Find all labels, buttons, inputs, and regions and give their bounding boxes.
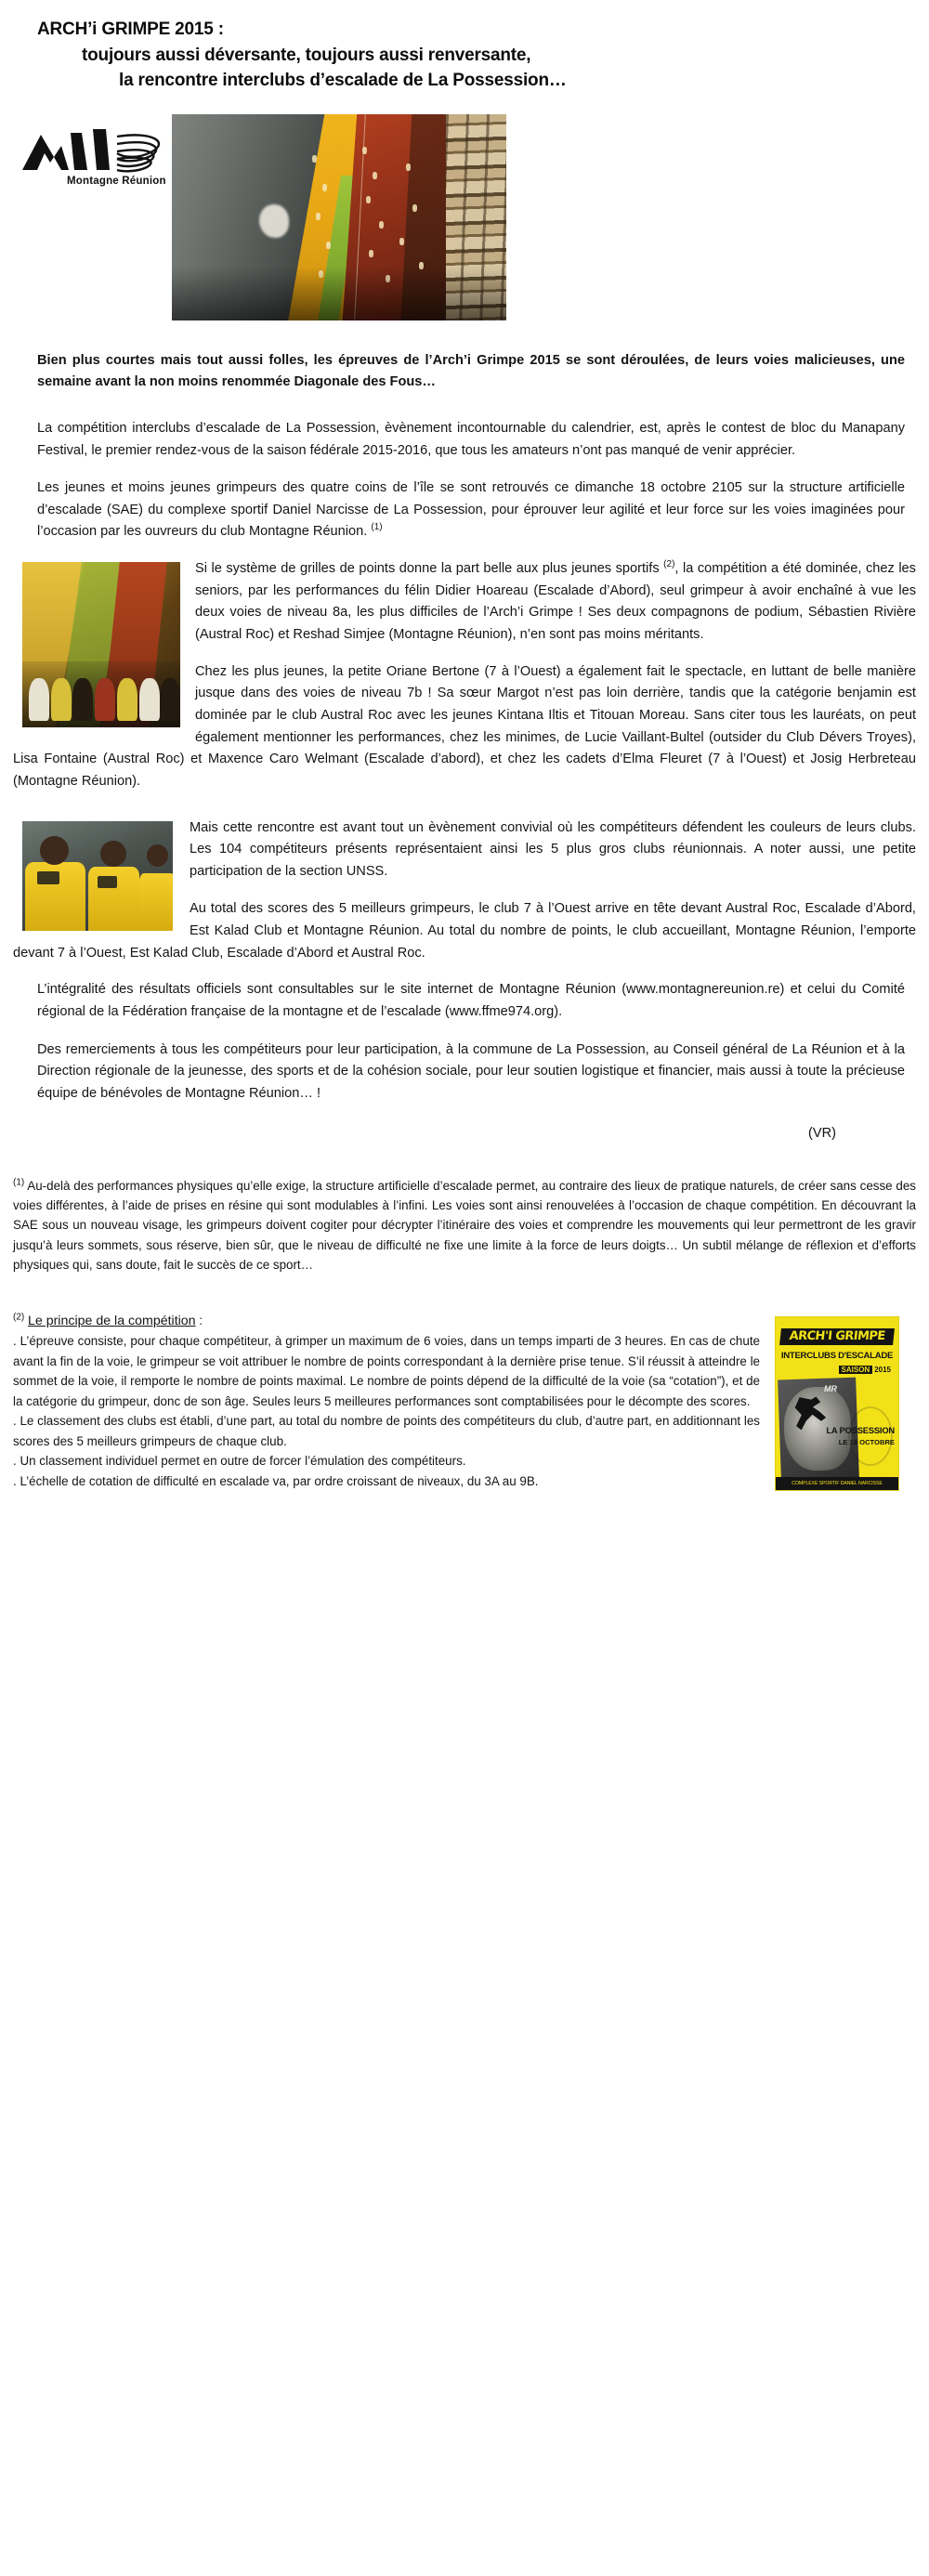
footnote-2 (13, 1311, 916, 1497)
poster-season (839, 1366, 891, 1374)
paragraph-3-text-a: Si le système de grilles de points donne la part belle aux plus jeunes sportifs (195, 561, 660, 577)
title-line-3: la rencontre interclubs d’escalade de La Possession… (119, 71, 567, 91)
archi-grimpe-poster (775, 1316, 899, 1491)
footnote-1-text: Au-delà des performances physiques qu’elle exige, la structure artificielle d’escalade permet, au contraire des lieux de pratique naturels, de créer sans cesse des voies différentes, à l’aide de prises en résine qui sont modulables à l’infini. Les voies sont ainsi renouvelées à l’occasion de chaque compétition. En découvrant la SAE sous un nouveau visage, les grimpeurs doivent cogiter pour décrypter l’itinéraire des voies et comprendre les mouvements qui leur permettront de les gravir jusqu’à leurs sommets, sous réserve, bien sûr, que le niveau de difficulté ne fixe une limite à la force de leurs doigts… Un subtil mélange de réflexion et d’efforts physiques qui, sans doute, fait le succès de ce sport… (13, 1178, 916, 1273)
footnote-2-item-1: . L’épreuve consiste, pour chaque compétiteur, à grimper un maximum de 6 voies, dans un temps imparti de 3 heures. En cas de chute avant la fin de la voie, le grimpeur se voit attribuer le nombre de points correspondant à la dernière prise tenue. S’il réussit à atteindre le sommet de la voie, il remporte le nombre de points maximal. Le nombre de points dépend de la difficulté de la voie (sa “cotation”), et de la catégorie du grimpeur, donc de son âge. Seules leurs 5 meilleures performances sont comptabilisées pour le décompte des scores. (13, 1334, 760, 1408)
footnote-ref-2: (2) (663, 559, 675, 570)
poster-swirl-decoration (848, 1406, 893, 1466)
footnote-2-heading-colon: : (195, 1313, 203, 1327)
poster-subtitle: INTERCLUBS D'ESCALADE (780, 1350, 894, 1361)
poster-place: LA POSSESSION (826, 1424, 895, 1435)
paragraph-2-text: Les jeunes et moins jeunes grimpeurs des quatre coins de l’île se sont retrouvés ce dimanche 18 octobre 2105 sur la structure artificielle d’escalade (SAE) du complexe sportif Daniel Narcisse de La Possession, pour éprouver leur agilité et leur force sur les voies imaginées pour l’occasion par les ouvreurs du club Montagne Réunion. (37, 480, 905, 540)
paragraph-3-text-b: , la compétition a été dominée, chez les seniors, par les performances du félin Didier Hoareau (Escalade d’Abord), seul grimpeur à avoir enchaîné à vue les deux voies de niveau 8a, les plus difficiles de l’Arch’i Grimpe ! Ses deux compagnons de podium, Sébastien Rivière (Austral Roc) et Reshad Simjee (Montagne Réunion), n’en sont pas moins méritants. (195, 561, 916, 643)
climbers-yellow-shirts-photo (22, 821, 173, 931)
poster-brand-mark: MR (824, 1383, 837, 1393)
paragraph-5: Mais cette rencontre est avant tout un èvènement convivial où les compétiteurs défendent les couleurs de leurs clubs. Les 104 compétiteurs présents représentaient ainsi les 5 plus gros clubs réunionnais. A noter aussi, une petite participation de la section UNSS. (190, 819, 916, 879)
article-body (0, 326, 929, 1497)
paragraph-6: Au total des scores des 5 meilleurs grimpeurs, le club 7 à l’Ouest arrive en tête devant Austral Roc, Escalade d’Abord, Est Kalad Club et Montagne Réunion. Au total du nombre de points, le club accueillant, Montagne Réunion, l’emporte devant 7 à l’Ouest, Est Kalad Club, Escalade d’Abord et Austral Roc. (13, 901, 916, 961)
page-title (0, 0, 929, 94)
paragraph-4: Chez les plus jeunes, la petite Oriane Bertone (7 à l’Ouest) a également fait le spectacle, en luttant de belle manière jusque dans des voies de niveau 7b ! Sa sœur Margot n’est pas loin derrière, tandis que la catégorie benjamin est dominée par le club Austral Roc avec les jeunes Kintana Iltis et Titouan Moreau. Sans citer tous les lauréats, on peut également mentionner les performances, chez les minimes, de Lucie Vaillant-Bultel (outsider du Club Dévers Troyes), Lisa Fontaine (Austral Roc) et Maxence Caro Welmant (Escalade d’abord), et chez les cadets d’Elma Fleuret (7 à l’Ouest) et Josig Herbreteau (Montagne Réunion). (13, 663, 916, 789)
montagne-reunion-logo (13, 116, 191, 194)
lead-paragraph: Bien plus courtes mais tout aussi folles, les épreuves de l’Arch’i Grimpe 2015 se sont déroulées, de leurs voies malicieuses, une semaine avant la non moins renommée Diagonale des Fous… (37, 352, 905, 390)
climbing-wall-crowd-photo (22, 562, 180, 727)
climbing-wall-hero-photo (172, 114, 506, 320)
footnote-1-marker: (1) (13, 1177, 25, 1188)
footnote-ref-1: (1) (371, 522, 383, 533)
paragraph-1: La compétition interclubs d’escalade de La Possession, èvènement incontournable du calendrier, est, après le contest de bloc du Manapany Festival, le premier rendez-vous de la saison fédérale 2015-2016, que tous les amateurs n’ont pas manqué de venir apprécier. (37, 420, 905, 458)
title-line-1: ARCH’i GRIMPE 2015 : (37, 20, 224, 39)
poster-season-year: 2015 (874, 1365, 891, 1374)
footnote-2-heading: Le principe de la compétition (27, 1313, 196, 1328)
section-with-climbers-photo (13, 817, 916, 965)
title-line-2: toujours aussi déversante, toujours aussi renversante, (82, 45, 531, 65)
signature: (VR) (808, 1125, 836, 1141)
footnote-2-marker: (2) (13, 1312, 25, 1323)
poster-season-label: SAISON (839, 1366, 873, 1374)
poster-title: ARCH'I GRIMPE (779, 1328, 895, 1345)
paragraph-8: Des remerciements à tous les compétiteurs pour leur participation, à la commune de La Possession, au Conseil général de La Réunion et à la Direction régionale de la jeunesse, des sports et de la cohésion sociale, pour leur soutien logistique et financier, mais aussi à toute la précieuse équipe de bénévoles de Montagne Réunion… ! (37, 1041, 905, 1101)
footnote-2-item-4: . L’échelle de cotation de difficulté en escalade va, par ordre croissant de niveaux, du 3A au 9B. (13, 1473, 539, 1488)
footnote-2-item-3: . Un classement individuel permet en outre de forcer l’émulation des compétiteurs. (13, 1454, 466, 1469)
header-row (0, 114, 929, 326)
paragraph-2 (13, 477, 916, 543)
logo-brand-text: Montagne Réunion (67, 175, 166, 187)
section-with-wall-photo (13, 558, 916, 792)
poster-footer: COMPLEXE SPORTIF DANIEL NARCISSE (776, 1477, 898, 1490)
paragraph-7: L’intégralité des résultats officiels sont consultables sur le site internet de Montagne Réunion (www.montagnereunion.re) et celui du Comité régional de la Fédération française de la montagne et de l’escalade (www.ffme974.org). (37, 982, 905, 1020)
poster-date: LE 18 OCTOBRE (838, 1437, 895, 1446)
footnote-2-item-2: . Le classement des clubs est établi, d’une part, au total du nombre de points des compétiteurs du club, d’autre part, en additionnant les scores des 5 meilleurs grimpeurs de chaque club. (13, 1414, 760, 1448)
footnote-1 (13, 1176, 916, 1275)
